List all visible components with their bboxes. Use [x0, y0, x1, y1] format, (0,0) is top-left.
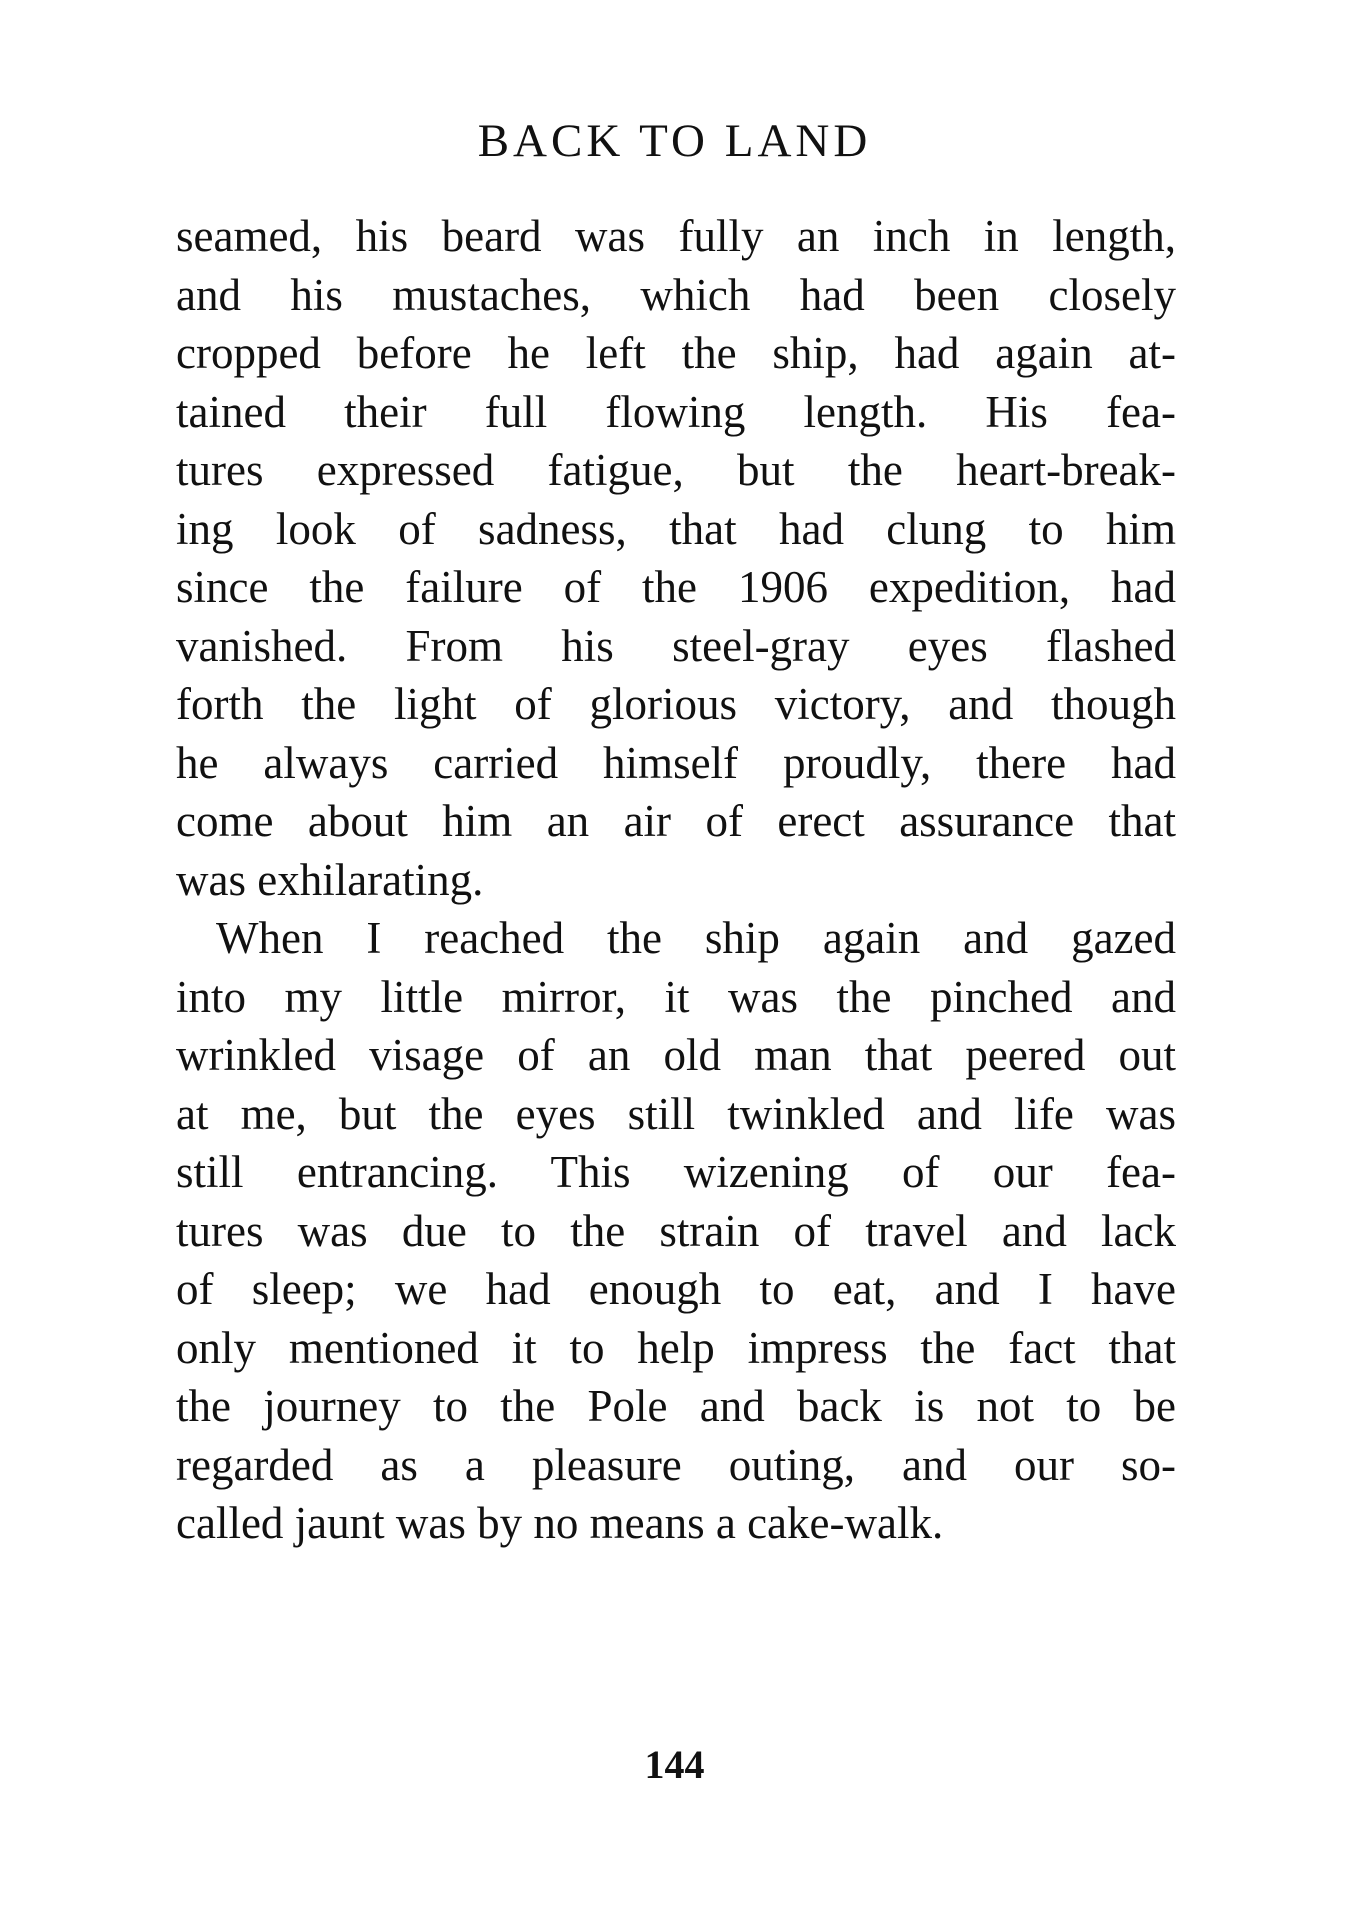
text-line: of sleep; we had enough to eat, and I have [176, 1264, 1176, 1314]
text-line: seamed, his beard was fully an inch in length, [176, 211, 1176, 261]
text-line: at me, but the eyes still twinkled and life was [176, 1088, 1176, 1139]
text-line: vanished. From his steel-gray eyes flashed [176, 620, 1176, 671]
text-line: cropped before he left the ship, had again at- [176, 328, 1176, 378]
text-line: called jaunt was by no means a cake-walk. [176, 1498, 944, 1548]
text-line: into my little mirror, it was the pinched and [176, 971, 1176, 1022]
text-line: come about him an air of erect assurance that [176, 796, 1176, 846]
text-line: tained their full flowing length. His fea- [176, 386, 1176, 437]
text-line: he always carried himself proudly, there had [176, 737, 1176, 788]
text-line: tures expressed fatigue, but the heart-break- [176, 445, 1176, 495]
text-line: forth the light of glorious victory, and though [176, 679, 1176, 729]
text-line: When I reached the ship again and gazed [216, 913, 1176, 963]
text-line: and his mustaches, which had been closely [176, 269, 1176, 320]
text-line: only mentioned it to help impress the fact that [176, 1322, 1176, 1373]
body-text [176, 207, 1176, 1553]
text-line: wrinkled visage of an old man that peered out [176, 1030, 1176, 1080]
page-number: 144 [644, 1742, 705, 1787]
text-line: regarded as a pleasure outing, and our so- [176, 1439, 1176, 1490]
text-line: still entrancing. This wizening of our fea- [176, 1147, 1176, 1197]
text-line: tures was due to the strain of travel and lack [176, 1205, 1176, 1256]
text-line: ing look of sadness, that had clung to him [176, 503, 1176, 554]
running-head: BACK TO LAND [477, 115, 872, 167]
text-line: since the failure of the 1906 expedition, had [176, 562, 1176, 612]
text-line: was exhilarating. [176, 854, 484, 905]
paragraph-1 [176, 207, 1176, 909]
text-line: the journey to the Pole and back is not to be [176, 1381, 1176, 1431]
paragraph-2 [176, 909, 1176, 1553]
